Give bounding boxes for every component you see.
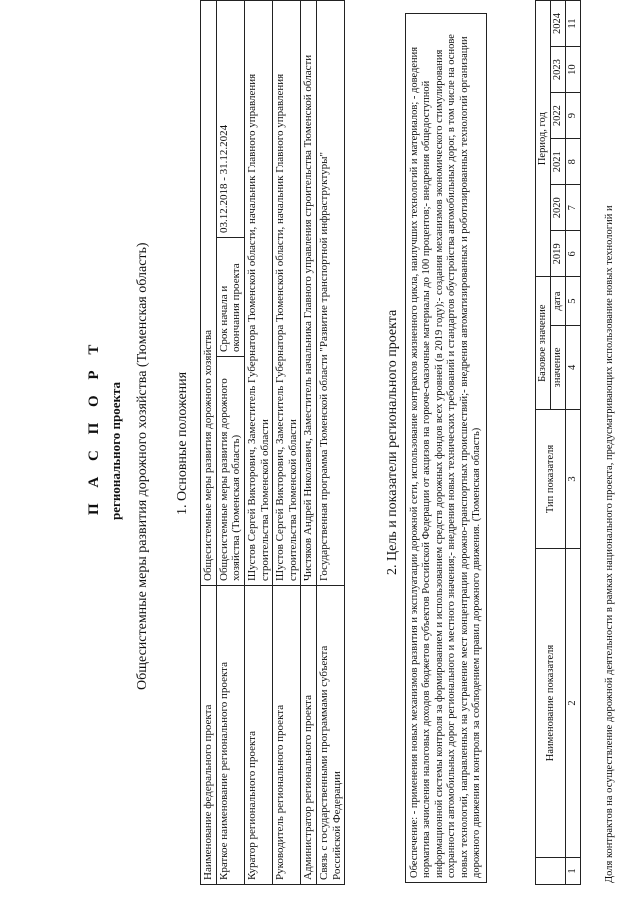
goal-text: Обеспечение: - применения новых механизмов развития и эксплуатации дорожной сети, использование контрактов жизненного цикла, наилучших технологий и материалов; - доведения норматива зачисления налоговых доходов бюджетов субъектов Российской Федерации от акцизов на горюче-смазочные материалы до 100 процентов;- внедрения общедоступной информационной системы контроля за формированием и использованием средств дорожных фондов всех уровней (в 2019 году);- создания механизмов экономического стимулирования сохранности автомобильных дорог регионального и местного значения;- внедрения новых технических требований и стандартов обустройства автомобильных дорог, в том числе на основе новых технологий, направленных на устранение мест концентрации дорожно-транспортных происшествий;- внедрения автоматизированных и роботизированных технологий организации дорожного движения и контроля за соблюдением правил дорожного движения. (Тюменская область): [405, 13, 487, 883]
base-value-subheader: значение: [551, 325, 566, 409]
column-number: 9: [566, 93, 581, 139]
year-header: 2019: [551, 231, 566, 277]
column-number: 1: [566, 858, 581, 885]
indicator-row-text: Доля контрактов на осуществление дорожной деятельности в рамках национального проекта, предусматривающих использование новых технологий и: [604, 205, 615, 883]
basic-info-table: [200, 0, 345, 885]
row-value: Общесистемные меры развития дорожного хозяйства: [201, 1, 217, 586]
period-header: Период, год: [536, 1, 551, 277]
year-header: 2024: [551, 1, 566, 47]
row-value: Государственная программа Тюменской области "Развитие транспортной инфраструктуры": [317, 1, 345, 586]
column-number: 5: [566, 277, 581, 325]
table-row: [317, 1, 345, 885]
year-header: 2023: [551, 47, 566, 93]
column-number: 7: [566, 185, 581, 231]
column-number: 6: [566, 231, 581, 277]
indicator-type-header: Тип показателя: [536, 410, 566, 549]
base-value-header: Базовое значение: [536, 277, 551, 410]
section2-title: 2. Цель и показатели регионального проекта: [385, 309, 400, 575]
year-header: 2022: [551, 93, 566, 139]
year-header: 2021: [551, 139, 566, 185]
row-label: Краткое наименование регионального проекта: [216, 586, 244, 885]
indicators-table: [535, 0, 581, 885]
term-value: 03.12.2018 - 31.12.2024: [216, 1, 244, 238]
base-date-subheader: дата: [551, 277, 566, 325]
table-row: [301, 1, 317, 885]
table-row: [244, 1, 272, 885]
column-number: 8: [566, 139, 581, 185]
document-title: П А С П О Р Т: [86, 338, 102, 515]
row-label: Руководитель регионального проекта: [273, 586, 301, 885]
number-header: [536, 858, 566, 885]
section1-title: 1. Основные положения: [175, 371, 190, 515]
column-number-row: [566, 1, 581, 885]
column-number: 3: [566, 410, 581, 549]
project-name: Общесистемные меры развития дорожного хозяйства (Тюменская область): [135, 242, 150, 690]
row-label: Администратор регионального проекта: [301, 586, 317, 885]
table-row: [201, 1, 217, 885]
document-subtitle: регионального проекта: [108, 381, 123, 520]
table-header-row: [536, 1, 551, 885]
row-label: Куратор регионального проекта: [244, 586, 272, 885]
row-value: Чистяков Андрей Николаевич, Заместитель начальника Главного управления строительства Тюменской области: [301, 1, 317, 586]
column-number: 4: [566, 325, 581, 409]
column-number: 11: [566, 1, 581, 47]
row-value: Общесистемные меры развития дорожного хозяйства (Тюменская область): [216, 357, 244, 586]
row-label: Наименование федерального проекта: [201, 586, 217, 885]
column-number: 2: [566, 549, 581, 858]
row-label: Связь с государственными программами субъекта Российской Федерации: [317, 586, 345, 885]
column-number: 10: [566, 47, 581, 93]
year-header: 2020: [551, 185, 566, 231]
table-row: [273, 1, 301, 885]
term-label: Срок начала и окончания проекта: [216, 238, 244, 357]
row-value: Шустов Сергей Викторович, Заместитель Губернатора Тюменской области, начальник Главного управления строительства Тюменской области: [273, 1, 301, 586]
table-row: [216, 1, 244, 885]
indicator-name-header: Наименование показателя: [536, 549, 566, 858]
row-value: Шустов Сергей Викторович, Заместитель Губернатора Тюменской области, начальник Главного управления строительства Тюменской области: [244, 1, 272, 586]
